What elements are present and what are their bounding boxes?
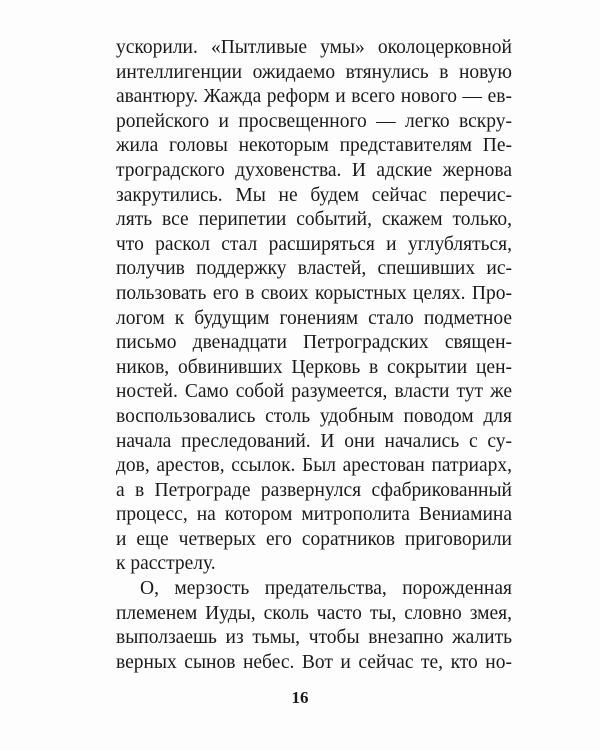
text-line: пользовать его в своих корыстных целях. Про- bbox=[116, 282, 512, 304]
page-body-text bbox=[116, 36, 512, 675]
text-line: закрутились. Мы не будем сейчас перечис- bbox=[116, 184, 512, 206]
text-line: троградского духовенства. И адские жернова bbox=[116, 159, 512, 181]
text-line: интеллигенции ожидаемо втянулись в новую bbox=[116, 61, 512, 83]
text-line: ников, обвинивших Церковь в сокрытии цен- bbox=[116, 356, 512, 378]
text-line: логом к будущим гонениям стало подметное bbox=[116, 307, 512, 329]
text-line: выползаешь из тьмы, чтобы внезапно жалить bbox=[116, 627, 512, 649]
text-line: начала преследований. И они начались с су- bbox=[116, 430, 512, 452]
text-line: верных сынов небес. Вот и сейчас те, кто но- bbox=[116, 651, 512, 673]
text-line: дов, арестов, ссылок. Был арестован патриарх, bbox=[116, 455, 512, 477]
text-line: к расстрелу. bbox=[116, 553, 216, 575]
text-line: и еще четверых его соратников приговорили bbox=[116, 528, 512, 550]
paragraph bbox=[116, 577, 512, 675]
text-line: О, мерзость предательства, порожденная bbox=[140, 578, 512, 600]
page-number: 16 bbox=[291, 688, 309, 707]
text-line: ностей. Само собой разумеется, власти тут же bbox=[116, 381, 512, 403]
text-line: авантюру. Жажда реформ и всего нового — ев- bbox=[116, 86, 512, 108]
text-line: ускорили. «Пытливые умы» околоцерковной bbox=[116, 37, 512, 58]
text-line: ропейского и просвещенного — легко вскру- bbox=[116, 110, 512, 132]
paragraph bbox=[116, 36, 512, 577]
text-line: что раскол стал расширяться и углубляться, bbox=[116, 233, 512, 255]
text-line: процесс, на котором митрополита Вениамина bbox=[116, 504, 512, 526]
text-line: жила головы некоторым представителям Пе- bbox=[116, 135, 512, 157]
text-line: племенем Иуды, сколь часто ты, словно змея, bbox=[116, 602, 512, 624]
text-line: а в Петрограде развернулся сфабрикованный bbox=[116, 479, 512, 501]
text-line: воспользовались столь удобным поводом для bbox=[116, 405, 512, 427]
text-line: получив поддержку властей, спешивших ис- bbox=[116, 258, 512, 280]
text-line: письмо двенадцати Петроградских священ- bbox=[116, 332, 512, 354]
text-line: лять все перипетии событий, скажем только, bbox=[116, 209, 512, 231]
